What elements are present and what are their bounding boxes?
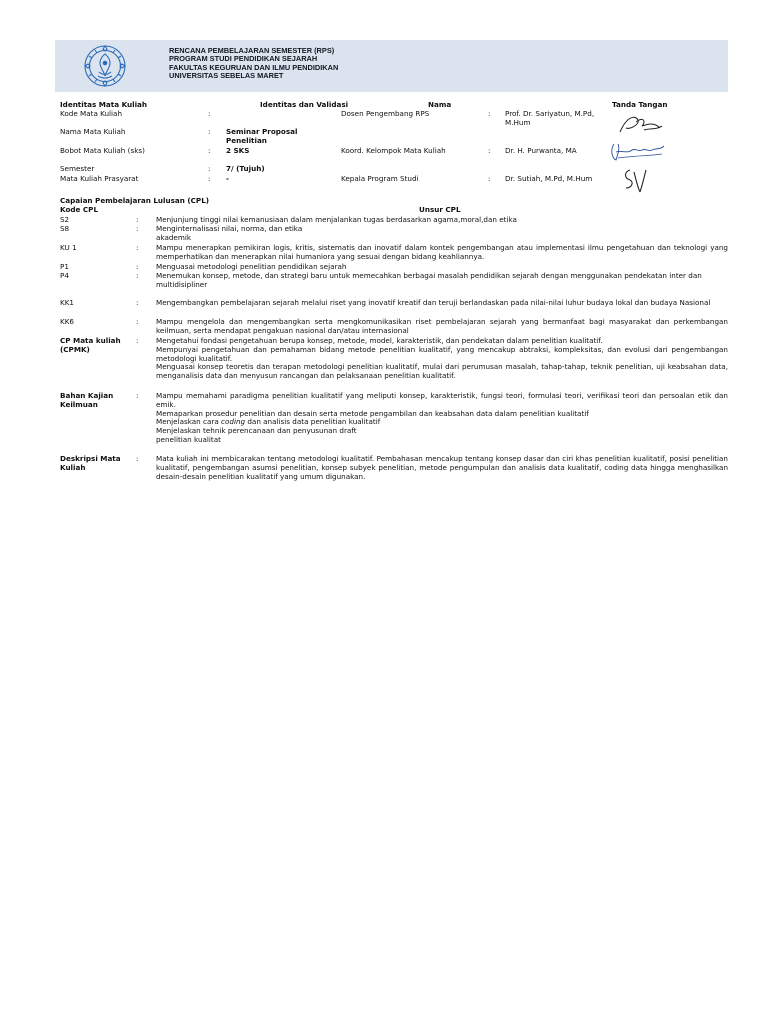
field-nama-value: Seminar Proposal Penelitian <box>226 127 298 145</box>
field-kode-colon: : <box>208 109 211 118</box>
bahan-kajian-line-3-italic: coding <box>221 417 246 427</box>
cpmk-text <box>156 337 728 381</box>
cpl-text <box>156 272 728 290</box>
field-nama-colon: : <box>208 127 211 136</box>
bahan-kajian-line-4: Menjelaskan tehnik perencanaan dan penyusunan draft <box>156 426 357 436</box>
cpl-text-line: Menginternalisasi nilai, norma, dan etika <box>156 224 303 233</box>
field-bobot-value: 2 SKS <box>226 146 250 155</box>
nama-heading: Nama <box>428 100 452 109</box>
cpmk-line-1: Mengetahui fondasi pengetahuan berupa konsep, metode, model, karakteristik, dan pendekatan dalam penelitian kualitatif. <box>156 336 603 345</box>
cpmk-line-3: Menguasai konsep teoretis dan terapan metodologi penelitian kualitatif, mulai dari perumusan masalah, tahap-tahap, teknik penelitian, uji keabsahan data, menganalisis data dan menyusun rancangan dan pelaksanaan penelitian kualitatif. <box>156 362 728 381</box>
header-line-2: PROGRAM STUDI PENDIDIKAN SEJARAH <box>169 54 318 64</box>
cpl-text-line: Mampu menerapkan pemikiran logis, kritis, sistematis dan inovatif dalam kontek pengembangan atau implementasi ilmu pengetahuan dan teknologi yang memperhatikan dan menerapkan nilai humaniora yang sesuai dengan bidang keahliannya. <box>156 243 728 261</box>
cpl-code: S8 <box>60 224 70 233</box>
cpl-unsur-header: Unsur CPL <box>419 205 461 214</box>
cpl-colon: : <box>136 298 139 307</box>
cpl-text-line: Mampu mengelola dan mengembangkan serta mengkomunikasikan riset pembelajaran sejarah yang bermanfaat bagi masyarakat dan perkembangan keilmuan, serta mendapat pengakuan nasional dan/atau internasional <box>156 317 728 335</box>
cpl-code: KK1 <box>60 298 74 307</box>
signature-3-icon <box>620 166 652 196</box>
validator-colon-2: : <box>488 146 491 155</box>
cpl-title: Capaian Pembelajaran Lulusan (CPL) <box>60 196 210 205</box>
field-kode-label: Kode Mata Kuliah <box>60 109 122 118</box>
signature-2-icon <box>608 140 668 164</box>
cpl-text <box>156 244 728 262</box>
cpl-colon: : <box>136 243 139 252</box>
identitas-mk-heading: Identitas Mata Kuliah <box>60 100 148 109</box>
cpl-code: KK6 <box>60 317 74 326</box>
field-prasyarat-label: Mata Kuliah Prasyarat <box>60 174 139 183</box>
cpl-code: P4 <box>60 271 69 280</box>
cpl-text <box>156 225 728 243</box>
cpmk-colon: : <box>136 336 139 345</box>
validator-name-1: Prof. Dr. Sariyatun, M.Pd, M.Hum <box>505 109 595 127</box>
cpl-colon: : <box>136 271 139 280</box>
cpl-colon: : <box>136 317 139 326</box>
bahan-kajian-line-3-pre: Menjelaskan cara <box>156 417 222 427</box>
cpl-colon: : <box>136 262 139 271</box>
identitas-validasi-heading: Identitas dan Validasi <box>260 100 349 109</box>
field-prasyarat-value: - <box>226 174 229 183</box>
field-prasyarat-colon: : <box>208 174 211 183</box>
cpl-code: P1 <box>60 262 69 271</box>
validator-role-2: Koord. Kelompok Mata Kuliah <box>341 146 446 155</box>
cpl-text-line: Mengembangkan pembelajaran sejarah melalui riset yang inovatif kreatif dan teruji berlandaskan pada nilai-nilai luhur budaya lokal dan budaya Nasional <box>156 298 711 307</box>
validator-name-3: Dr. Sutiah, M.Pd, M.Hum <box>505 174 593 183</box>
bahan-kajian-colon: : <box>136 391 139 400</box>
field-nama-label: Nama Mata Kuliah <box>60 127 126 136</box>
validator-colon-1: : <box>488 109 491 118</box>
deskripsi-colon: : <box>136 454 139 463</box>
field-semester-label: Semester <box>60 164 95 173</box>
cpl-text <box>156 318 728 336</box>
bahan-kajian-label: Bahan Kajian Keilmuan <box>60 391 114 409</box>
cpmk-label: CP Mata kuliah (CPMK) <box>60 336 121 354</box>
field-semester-value: 7/ (Tujuh) <box>226 164 265 173</box>
field-bobot-label: Bobot Mata Kuliah (sks) <box>60 146 145 155</box>
validator-name-2: Dr. H. Purwanta, MA <box>505 146 577 155</box>
deskripsi-label: Deskripsi Mata Kuliah <box>60 454 121 472</box>
signature-1-icon <box>616 112 664 138</box>
document-header <box>55 40 728 92</box>
header-line-4: UNIVERSITAS SEBELAS MARET <box>169 71 284 81</box>
bahan-kajian-line-2: Memaparkan prosedur penelitian dan desain serta metode pengambilan dan keabsahan data dalam penelitian kualitatif <box>156 408 589 418</box>
cpl-text-line: Menjunjung tinggi nilai kemanusiaan dalam menjalankan tugas berdasarkan agama,moral,dan etika <box>156 215 517 224</box>
cpl-colon: : <box>136 215 139 224</box>
bahan-kajian-text <box>156 392 728 445</box>
university-seal-icon <box>81 42 129 90</box>
cpl-code-header: Kode CPL <box>60 205 99 214</box>
deskripsi-text: Mata kuliah ini membicarakan tentang metodologi kualitatif. Pembahasan mencakup tentang konsep dasar dan ciri khas penelitian kualitatif, posisi penelitian kualitatif, pengembangan asumsi penelitian, konsep subyek penelitian, metode pengumpulan dan analisis data kualitatif, coding data hingga menghasilkan desain-desain penelitian kualitatif yang umum digunakan. <box>156 454 728 481</box>
cpl-text <box>156 299 728 308</box>
validator-role-1: Dosen Pengembang RPS <box>341 109 430 118</box>
field-bobot-colon: : <box>208 146 211 155</box>
field-semester-colon: : <box>208 164 211 173</box>
cpl-text-line: Menemukan konsep, metode, dan strategi baru untuk memecahkan berbagai masalah pendidikan sejarah dengan menggunakan pendekatan inter dan <box>156 271 702 280</box>
header-title <box>169 47 338 80</box>
bahan-kajian-line-1: Mampu memahami paradigma penelitian kualitatif yang meliputi konsep, karakteristik, fungsi teori, formulasi teori, verifikasi teori dan persoalan etik dan emik. <box>156 391 728 409</box>
cpl-text-line: multidisipliner <box>156 279 208 289</box>
cpl-text-line: Menguasai metodologi penelitian pendidikan sejarah <box>156 262 347 271</box>
bahan-kajian-line-3-post: dan analisis data penelitian kualitatif <box>245 417 381 427</box>
header-line-3: FAKULTAS KEGURUAN DAN ILMU PENDIDIKAN <box>169 62 339 72</box>
cpl-code: S2 <box>60 215 70 224</box>
cpl-text-line: akademik <box>156 232 191 242</box>
header-line-1: RENCANA PEMBELAJARAN SEMESTER (RPS) <box>169 46 335 55</box>
bahan-kajian-line-5: penelitian kualitat <box>156 434 221 444</box>
cpl-code: KU 1 <box>60 243 77 252</box>
tanda-tangan-heading: Tanda Tangan <box>612 100 668 109</box>
cpl-colon: : <box>136 224 139 233</box>
validator-colon-3: : <box>488 174 491 183</box>
cpmk-line-2: Mempunyai pengetahuan dan pemahaman bidang metode penelitian kualitatif, yang mencakup abtraksi, kompleksitas, dan evolusi dari pengembangan metodologi kualitatif. <box>156 344 728 363</box>
validator-role-3: Kepala Program Studi <box>341 174 419 183</box>
